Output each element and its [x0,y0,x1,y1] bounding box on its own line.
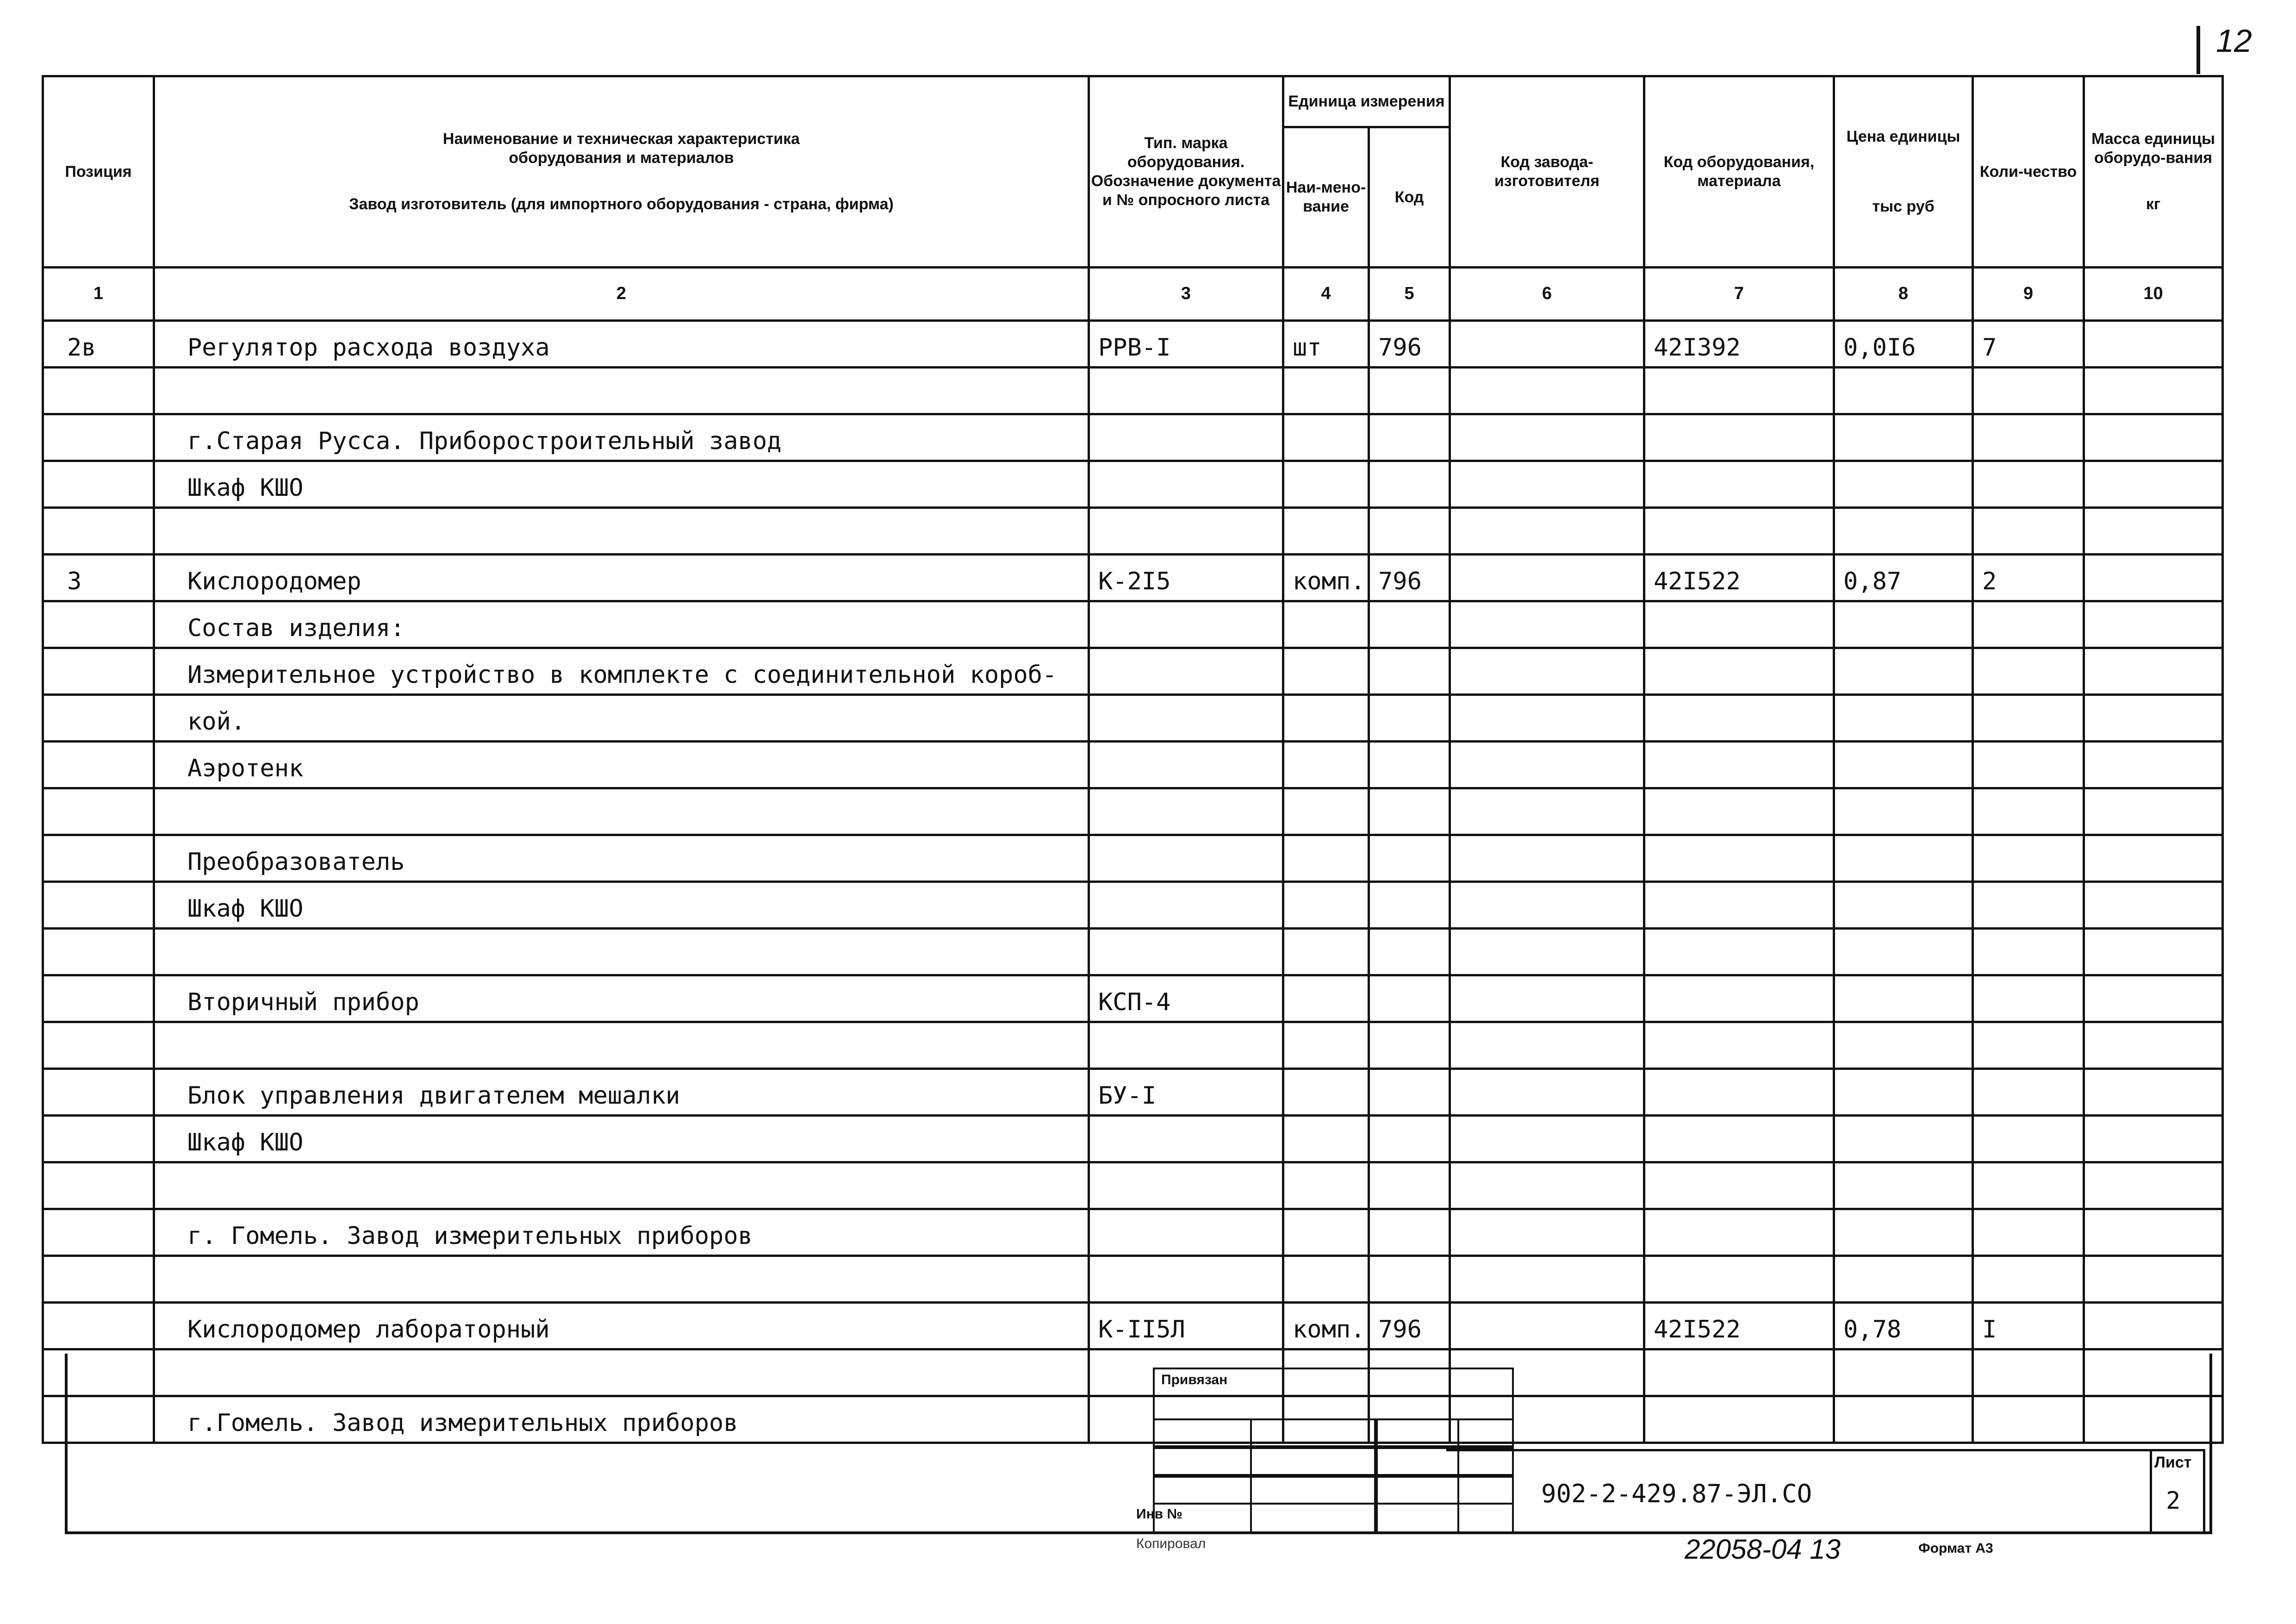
position-cell [43,1303,154,1349]
price-cell [1834,1162,1973,1209]
unit-code-cell [1369,1162,1450,1209]
price-cell [1834,414,1973,461]
position-cell [43,1256,154,1303]
name-cell: г. Гомель. Завод измерительных приборов [154,1209,1089,1256]
name-cell [154,368,1089,414]
equipment-code-cell [1644,1256,1834,1303]
sheet-number: 2 [2166,1487,2181,1515]
equipment-code-cell [1644,929,1834,975]
name-cell: Преобразователь [154,835,1089,882]
position-cell [43,508,154,555]
quantity-cell [1973,1116,2084,1162]
factory-code-cell [1450,601,1644,648]
position-cell [43,414,154,461]
unit-cell [1283,508,1369,555]
position-cell [43,1069,154,1116]
name-cell [154,788,1089,835]
unit-code-cell [1369,461,1450,508]
name-cell: Шкаф КШО [154,1116,1089,1162]
page-number-rule [2196,26,2200,74]
factory-code-cell [1450,975,1644,1022]
table-row [43,1162,2223,1209]
equipment-code-cell [1644,788,1834,835]
name-cell: Состав изделия: [154,601,1089,648]
unit-code-cell: 796 [1369,321,1450,368]
unit-code-cell: 796 [1369,555,1450,601]
mass-cell [2084,601,2223,648]
header-unit-code: Код [1369,127,1450,268]
price-cell [1834,695,1973,742]
factory-code-cell [1450,882,1644,929]
unit-cell [1283,368,1369,414]
type-cell: К-2I5 [1089,555,1283,601]
table-row [43,1116,2223,1162]
table-row [43,1256,2223,1303]
type-cell [1089,695,1283,742]
mass-cell [2084,929,2223,975]
name-cell: г.Гомель. Завод измерительных приборов [154,1396,1089,1443]
type-cell: РРВ-I [1089,321,1283,368]
unit-code-cell [1369,882,1450,929]
name-cell: Шкаф КШО [154,882,1089,929]
type-cell [1089,1022,1283,1069]
mass-cell [2084,1069,2223,1116]
unit-code-cell [1369,742,1450,788]
unit-code-cell [1369,1069,1450,1116]
price-cell [1834,835,1973,882]
unit-cell [1283,1116,1369,1162]
table-row [43,835,2223,882]
equipment-code-cell [1644,1116,1834,1162]
document-code: 902-2-429.87-ЭЛ.СО [1541,1479,1812,1508]
position-cell: 3 [43,555,154,601]
header-equipment-code: Код оборудования, материала [1644,76,1834,268]
name-cell: Вторичный прибор [154,975,1089,1022]
equipment-code-cell: 42I392 [1644,321,1834,368]
table-row [43,929,2223,975]
mass-cell [2084,508,2223,555]
sheet-label: Лист [2154,1454,2192,1471]
quantity-cell [1973,975,2084,1022]
name-cell [154,1256,1089,1303]
quantity-cell [1973,835,2084,882]
unit-cell [1283,1209,1369,1256]
column-number: 3 [1089,268,1283,321]
type-cell [1089,1116,1283,1162]
header-unit-mass-label: Масса единицы оборудо-вания [2091,130,2215,167]
type-cell [1089,788,1283,835]
equipment-code-cell [1644,648,1834,695]
factory-code-cell [1450,929,1644,975]
price-cell [1834,368,1973,414]
mass-cell [2084,321,2223,368]
table-row [43,368,2223,414]
mass-cell [2084,1022,2223,1069]
position-cell [43,742,154,788]
position-cell [43,368,154,414]
equipment-code-cell [1644,882,1834,929]
specification-table [42,75,2224,1444]
header-unit-price-label: Цена единицы [1846,128,1960,146]
header-position: Позиция [43,76,154,268]
position-cell [43,648,154,695]
factory-code-cell [1450,1116,1644,1162]
table-row [43,321,2223,368]
type-cell [1089,508,1283,555]
type-cell [1089,1209,1283,1256]
factory-code-cell [1450,508,1644,555]
mass-cell [2084,975,2223,1022]
mass-cell [2084,742,2223,788]
price-cell [1834,1022,1973,1069]
name-cell: г.Старая Русса. Приборостроительный завод [154,414,1089,461]
quantity-cell: 7 [1973,321,2084,368]
factory-code-cell [1450,461,1644,508]
title-block-divider [1446,1449,2205,1451]
quantity-cell [1973,601,2084,648]
header-factory-code: Код завода-изготовителя [1450,76,1644,268]
page-number: 12 [2216,23,2252,59]
format-label: Формат А3 [1918,1541,1993,1556]
unit-cell [1283,1256,1369,1303]
factory-code-cell [1450,1303,1644,1349]
quantity-cell [1973,1162,2084,1209]
position-cell [43,1162,154,1209]
quantity-cell [1973,368,2084,414]
price-cell [1834,1116,1973,1162]
name-cell: Блок управления двигателем мешалки [154,1069,1089,1116]
quantity-cell [1973,1256,2084,1303]
type-cell [1089,414,1283,461]
quantity-cell [1973,882,2084,929]
price-cell [1834,929,1973,975]
unit-cell [1283,601,1369,648]
unit-code-cell [1369,368,1450,414]
specification-rows [43,321,2223,1443]
unit-code-cell [1369,1022,1450,1069]
equipment-code-cell [1644,835,1834,882]
table-row [43,975,2223,1022]
unit-code-cell [1369,601,1450,648]
unit-code-cell [1369,975,1450,1022]
quantity-cell [1973,414,2084,461]
position-cell: 2в [43,321,154,368]
unit-code-cell [1369,929,1450,975]
header-unit-name: Наи-мено-вание [1283,127,1369,268]
table-row [43,695,2223,742]
equipment-code-cell [1644,742,1834,788]
unit-code-cell [1369,695,1450,742]
equipment-code-cell: 42I522 [1644,555,1834,601]
table-row [43,1303,2223,1349]
table-row [43,882,2223,929]
equipment-code-cell [1644,368,1834,414]
equipment-code-cell [1644,695,1834,742]
position-cell [43,695,154,742]
factory-code-cell [1450,368,1644,414]
mass-cell [2084,1303,2223,1349]
factory-code-cell [1450,555,1644,601]
quantity-cell [1973,695,2084,742]
header-unit: Единица измерения [1283,76,1450,127]
factory-code-cell [1450,321,1644,368]
name-cell: кой. [154,695,1089,742]
price-cell [1834,601,1973,648]
position-cell [43,835,154,882]
factory-code-cell [1450,742,1644,788]
mass-cell [2084,1256,2223,1303]
unit-code-cell [1369,508,1450,555]
header-name-line1: Наименование и техническая характеристика [442,130,800,148]
column-number: 10 [2084,268,2223,321]
mass-cell [2084,414,2223,461]
unit-cell [1283,742,1369,788]
unit-cell [1283,929,1369,975]
unit-code-cell [1369,1209,1450,1256]
factory-code-cell [1450,1162,1644,1209]
mass-cell [2084,461,2223,508]
quantity-cell [1973,1209,2084,1256]
unit-cell [1283,975,1369,1022]
unit-cell [1283,882,1369,929]
table-row [43,555,2223,601]
table-row [43,414,2223,461]
type-cell [1089,1256,1283,1303]
equipment-code-cell [1644,414,1834,461]
equipment-code-cell [1644,975,1834,1022]
type-cell [1089,742,1283,788]
type-cell [1089,1162,1283,1209]
unit-cell [1283,1069,1369,1116]
equipment-code-cell [1644,1069,1834,1116]
factory-code-cell [1450,695,1644,742]
mass-cell [2084,788,2223,835]
unit-cell [1283,1162,1369,1209]
table-row [43,1022,2223,1069]
attached-label: Привязан [1161,1372,1228,1387]
equipment-code-cell [1644,508,1834,555]
inventory-label: Инв № [1136,1506,1182,1522]
factory-code-cell [1450,1209,1644,1256]
type-cell: КСП-4 [1089,975,1283,1022]
table-row [43,601,2223,648]
unit-code-cell [1369,1256,1450,1303]
equipment-code-cell [1644,601,1834,648]
price-cell [1834,648,1973,695]
unit-code-cell [1369,1116,1450,1162]
name-cell: Кислородомер лабораторный [154,1303,1089,1349]
name-cell: Аэротенк [154,742,1089,788]
unit-code-cell [1369,414,1450,461]
price-cell [1834,788,1973,835]
factory-code-cell [1450,1022,1644,1069]
position-cell [43,788,154,835]
table-row [43,1209,2223,1256]
unit-cell [1283,1022,1369,1069]
price-cell [1834,742,1973,788]
quantity-cell: I [1973,1303,2084,1349]
handwritten-number: 22058-04 13 [1685,1534,1841,1565]
mass-cell [2084,368,2223,414]
factory-code-cell [1450,648,1644,695]
header-quantity: Коли-чество [1973,76,2084,268]
price-cell [1834,1256,1973,1303]
mass-cell [2084,1209,2223,1256]
position-cell [43,601,154,648]
column-number: 2 [154,268,1089,321]
price-cell [1834,882,1973,929]
price-cell: 0,78 [1834,1303,1973,1349]
type-cell: БУ-I [1089,1069,1283,1116]
equipment-code-cell [1644,1022,1834,1069]
column-number: 4 [1283,268,1369,321]
price-cell [1834,461,1973,508]
table-row [43,1069,2223,1116]
name-cell: Регулятор расхода воздуха [154,321,1089,368]
quantity-cell: 2 [1973,555,2084,601]
factory-code-cell [1450,835,1644,882]
type-cell [1089,835,1283,882]
unit-code-cell [1369,835,1450,882]
unit-cell [1283,835,1369,882]
name-cell: Шкаф КШО [154,461,1089,508]
approval-grid [1153,1354,1518,1534]
factory-code-cell [1450,1256,1644,1303]
equipment-code-cell [1644,1209,1834,1256]
type-cell [1089,461,1283,508]
type-cell: К-II5Л [1089,1303,1283,1349]
column-number: 9 [1973,268,2084,321]
column-number: 5 [1369,268,1450,321]
type-cell [1089,882,1283,929]
quantity-cell [1973,742,2084,788]
type-cell [1089,929,1283,975]
mass-cell [2084,882,2223,929]
table-row [43,742,2223,788]
price-cell [1834,508,1973,555]
table-row [43,508,2223,555]
header-unit-mass-units: кг [2146,195,2161,213]
quantity-cell [1973,648,2084,695]
type-cell [1089,368,1283,414]
name-cell [154,929,1089,975]
unit-cell [1283,695,1369,742]
equipment-code-cell [1644,461,1834,508]
equipment-code-cell [1644,1162,1834,1209]
unit-cell: комп. [1283,1303,1369,1349]
header-name-line2: оборудования и материалов [509,149,734,167]
column-number: 6 [1450,268,1644,321]
factory-code-cell [1450,1069,1644,1116]
price-cell: 0,0I6 [1834,321,1973,368]
price-cell [1834,975,1973,1022]
factory-code-cell [1450,414,1644,461]
quantity-cell [1973,929,2084,975]
column-number: 7 [1644,268,1834,321]
position-cell [43,975,154,1022]
mass-cell [2084,1162,2223,1209]
unit-cell [1283,461,1369,508]
quantity-cell [1973,1022,2084,1069]
unit-code-cell [1369,788,1450,835]
name-cell [154,508,1089,555]
mass-cell [2084,695,2223,742]
unit-code-cell: 796 [1369,1303,1450,1349]
price-cell [1834,1069,1973,1116]
mass-cell [2084,648,2223,695]
quantity-cell [1973,1069,2084,1116]
price-cell: 0,87 [1834,555,1973,601]
type-cell [1089,648,1283,695]
table-row [43,648,2223,695]
position-cell [43,1209,154,1256]
mass-cell [2084,555,2223,601]
position-cell [43,461,154,508]
header-unit-price [1834,76,1973,268]
name-cell: Измерительное устройство в комплекте с соединительной короб- [154,648,1089,695]
unit-cell [1283,788,1369,835]
unit-code-cell [1369,648,1450,695]
unit-cell: шт [1283,321,1369,368]
header-unit-mass [2084,76,2223,268]
header-name [154,76,1089,268]
column-number: 8 [1834,268,1973,321]
quantity-cell [1973,508,2084,555]
table-row [43,461,2223,508]
equipment-code-cell: 42I522 [1644,1303,1834,1349]
position-cell [43,1022,154,1069]
price-cell [1834,1209,1973,1256]
header-unit-price-units: тыс руб [1872,198,1935,215]
header-name-line3: Завод изготовитель (для импортного оборудования - страна, фирма) [349,195,894,213]
factory-code-cell [1450,788,1644,835]
position-cell [43,929,154,975]
unit-cell [1283,414,1369,461]
type-cell [1089,601,1283,648]
position-cell [43,882,154,929]
mass-cell [2084,835,2223,882]
column-number: 1 [43,268,154,321]
name-cell [154,1162,1089,1209]
name-cell: Кислородомер [154,555,1089,601]
name-cell [154,1022,1089,1069]
quantity-cell [1973,788,2084,835]
copy-label: Копировал [1136,1536,1206,1551]
quantity-cell [1973,461,2084,508]
table-row [43,788,2223,835]
header-type-mark: Тип. марка оборудования. Обозначение документа и № опросного листа [1089,76,1283,268]
position-cell [43,1116,154,1162]
unit-cell: комп. [1283,555,1369,601]
mass-cell [2084,1116,2223,1162]
unit-cell [1283,648,1369,695]
